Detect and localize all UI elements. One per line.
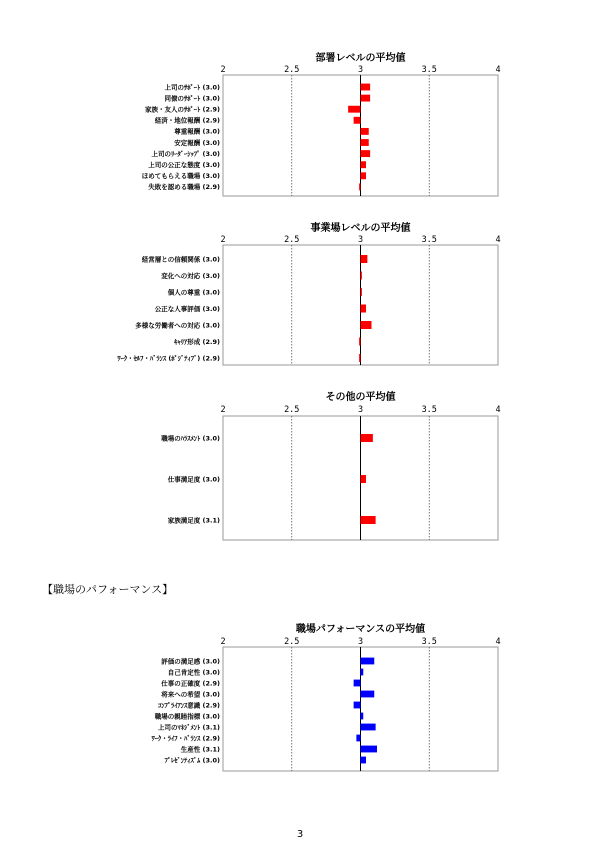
x-tick-label: 3 [357, 637, 364, 647]
category-label: 多様な労働者への対応 (3.0) [135, 321, 220, 330]
bar [361, 724, 376, 731]
category-label: 個人の尊重 (3.0) [167, 288, 220, 297]
x-tick-label: 3.5 [421, 65, 437, 75]
category-label: 尊重報酬 (3.0) [174, 127, 220, 136]
bar [354, 117, 361, 124]
bar [361, 95, 371, 102]
category-label: ｷｬﾘｱ形成 (2.9) [174, 337, 220, 346]
category-label: 生産性 (3.1) [180, 745, 220, 754]
bar [361, 161, 367, 168]
bar [361, 139, 369, 146]
bar [361, 305, 367, 313]
bar [361, 272, 362, 280]
bar [356, 735, 360, 742]
category-label: 仕事の正確度 (2.9) [161, 679, 220, 688]
category-label: 上司のﾘｰﾀﾞｰｼｯﾌﾟ (3.0) [151, 149, 220, 158]
bar [361, 691, 375, 698]
category-label: ｺﾝﾌﾟﾗｲｱﾝｽ意識 (2.9) [158, 701, 220, 710]
x-tick-label: 2.5 [284, 405, 300, 415]
bar [361, 84, 371, 91]
x-tick-label: 4 [495, 405, 501, 415]
bar [361, 150, 371, 157]
category-label: ﾌﾟﾚｾﾞﾝﾃｨｽﾞﾑ (3.0) [164, 756, 220, 765]
category-label: 安定報酬 (3.0) [174, 138, 220, 147]
x-tick-label: 2.5 [284, 637, 300, 647]
bar [361, 516, 376, 524]
bar [361, 255, 368, 263]
bar [354, 680, 361, 687]
x-tick-label: 4 [495, 65, 501, 75]
x-tick-label: 2 [220, 235, 226, 245]
bar [361, 713, 364, 720]
chart-title: 部署レベルの平均値 [315, 53, 406, 64]
category-label: 経営層との信頼関係 (3.0) [141, 255, 220, 264]
bar [361, 434, 373, 442]
category-label: 職場のﾊﾗｽﾒﾝﾄ (3.0) [161, 434, 220, 443]
category-label: ほめてもらえる職場 (3.0) [141, 172, 220, 181]
category-label: 変化への対応 (3.0) [161, 271, 220, 280]
category-label: 失敗を認める職場 (2.9) [148, 183, 220, 192]
x-tick-label: 3.5 [421, 405, 437, 415]
bar [361, 757, 367, 764]
x-tick-label: 4 [495, 637, 501, 647]
category-label: 家族満足度 (3.1) [167, 516, 220, 525]
x-tick-label: 3 [357, 405, 364, 415]
bar [361, 746, 378, 753]
bar [354, 702, 361, 709]
category-label: 経済・地位報酬 (2.9) [154, 116, 220, 125]
x-tick-label: 2.5 [284, 65, 300, 75]
bar [361, 172, 367, 179]
x-tick-label: 2 [220, 65, 226, 75]
bar [361, 128, 369, 135]
x-tick-label: 3 [357, 65, 364, 75]
bar [359, 183, 360, 190]
category-label: ﾜｰｸ・ﾗｲﾌ・ﾊﾞﾗﾝｽ (2.9) [151, 734, 220, 743]
category-label: 自己肯定性 (3.0) [167, 668, 220, 677]
category-label: 上司の公正な態度 (3.0) [148, 161, 220, 169]
x-tick-label: 3.5 [421, 235, 437, 245]
category-label: 職場の親睦指標 (3.0) [154, 712, 220, 721]
category-label: 評価の満足感 (3.0) [161, 657, 220, 666]
x-tick-label: 2 [220, 637, 226, 647]
chart-title: 職場パフォーマンスの平均値 [295, 624, 426, 635]
category-label: 公正な人事評価 (3.0) [154, 304, 220, 313]
bar [359, 354, 360, 362]
category-label: 将来への希望 (3.0) [161, 690, 220, 699]
x-tick-label: 3.5 [421, 637, 437, 647]
bar [361, 288, 362, 296]
bar [359, 338, 360, 346]
chart-title: その他の平均値 [325, 392, 396, 403]
bar [361, 658, 375, 665]
category-label: 同僚のｻﾎﾟｰﾄ (3.0) [164, 94, 220, 103]
x-tick-label: 4 [495, 235, 501, 245]
category-label: 家族・友人のｻﾎﾟｰﾄ (2.9) [145, 105, 220, 114]
bar [361, 669, 364, 676]
page-number: 3 [296, 829, 304, 840]
bar [361, 475, 367, 483]
category-label: 上司のﾏﾈｼﾞﾒﾝﾄ (3.1) [158, 723, 220, 732]
chart-title: 事業場レベルの平均値 [310, 223, 411, 234]
category-label: 上司のｻﾎﾟｰﾄ (3.0) [164, 83, 220, 92]
section-heading: 【職場のパフォーマンス】 [42, 583, 174, 596]
category-label: ﾜｰｸ・ｾﾙﾌ・ﾊﾞﾗﾝｽ (ﾎﾟｼﾞﾃｨﾌﾞ) (2.9) [117, 354, 220, 363]
category-label: 仕事満足度 (3.0) [167, 475, 220, 484]
bar [361, 321, 372, 329]
bar [348, 106, 360, 113]
x-tick-label: 2.5 [284, 235, 300, 245]
x-tick-label: 2 [220, 405, 226, 415]
x-tick-label: 3 [357, 235, 364, 245]
